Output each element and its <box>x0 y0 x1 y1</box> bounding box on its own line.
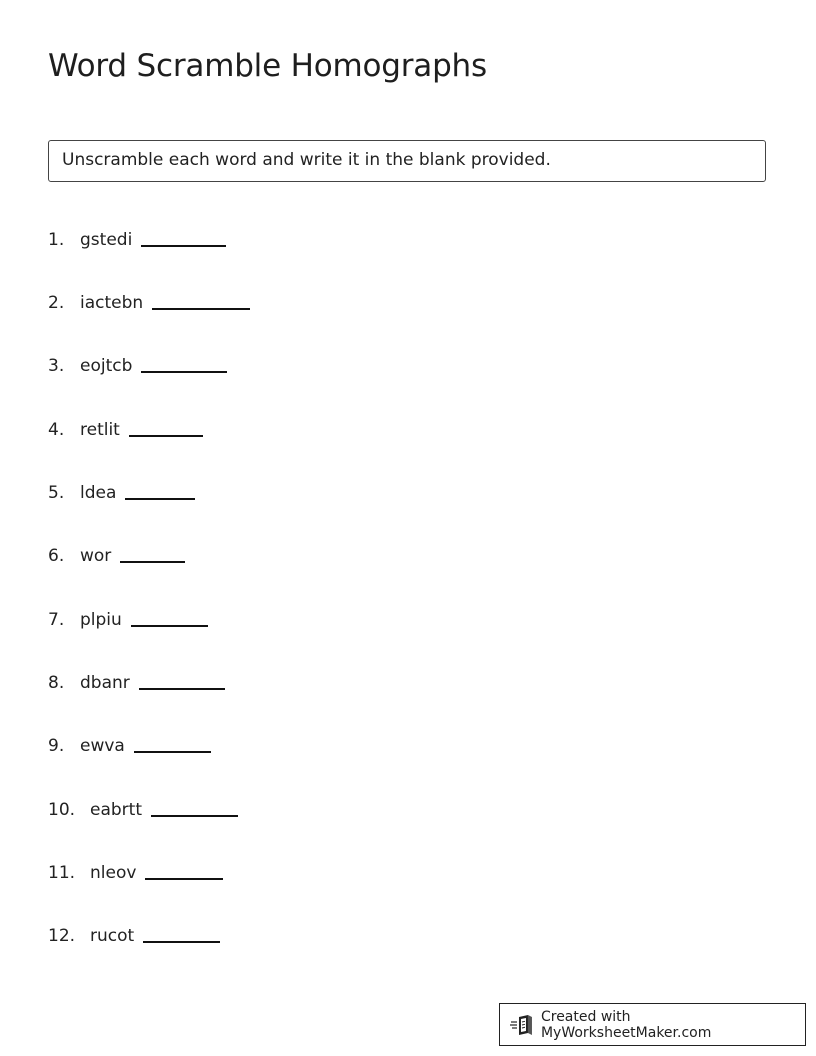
instructions-box <box>48 140 766 182</box>
scrambled-word: wor <box>80 546 112 566</box>
list-item <box>48 918 220 946</box>
list-item <box>48 222 226 250</box>
list-item <box>48 538 185 566</box>
scrambled-word: gstedi <box>80 230 133 250</box>
scrambled-word: nleov <box>90 863 137 883</box>
footer-credit[interactable] <box>499 1003 806 1046</box>
answer-blank[interactable] <box>145 877 223 880</box>
list-item <box>48 475 195 503</box>
item-number: 1. <box>48 230 65 250</box>
page-title: Word Scramble Homographs <box>48 48 487 84</box>
scrambled-word: plpiu <box>80 610 122 630</box>
answer-blank[interactable] <box>143 940 220 943</box>
list-item <box>48 412 203 440</box>
list-item <box>48 792 238 820</box>
item-number: 10. <box>48 800 76 820</box>
scrambled-word: dbanr <box>80 673 130 693</box>
list-item <box>48 855 223 883</box>
answer-blank[interactable] <box>139 687 225 690</box>
scrambled-word: eojtcb <box>80 356 133 376</box>
scrambled-word: ewva <box>80 736 125 756</box>
answer-blank[interactable] <box>151 814 238 817</box>
list-item <box>48 602 208 630</box>
item-number: 12. <box>48 926 76 946</box>
answer-blank[interactable] <box>134 750 211 753</box>
scrambled-word: ldea <box>80 483 117 503</box>
list-item <box>48 285 250 313</box>
instructions-text: Unscramble each word and write it in the blank provided. <box>62 150 551 170</box>
item-number: 7. <box>48 610 65 630</box>
scrambled-word: rucot <box>90 926 135 946</box>
list-item <box>48 348 227 376</box>
item-number: 2. <box>48 293 65 313</box>
list-item <box>48 728 211 756</box>
item-number: 8. <box>48 673 65 693</box>
answer-blank[interactable] <box>125 497 195 500</box>
scrambled-word: eabrtt <box>90 800 142 820</box>
item-number: 11. <box>48 863 76 883</box>
scrambled-word: retlit <box>80 420 120 440</box>
answer-blank[interactable] <box>141 244 226 247</box>
answer-blank[interactable] <box>141 370 227 373</box>
scrambled-word: iactebn <box>80 293 144 313</box>
item-number: 3. <box>48 356 65 376</box>
item-number: 4. <box>48 420 65 440</box>
footer-text: Created with MyWorksheetMaker.com <box>540 1008 712 1041</box>
answer-blank[interactable] <box>120 560 185 563</box>
item-number: 5. <box>48 483 65 503</box>
item-number: 9. <box>48 736 65 756</box>
answer-blank[interactable] <box>131 624 208 627</box>
answer-blank[interactable] <box>152 307 250 310</box>
worksheet-maker-logo-icon <box>510 1014 534 1036</box>
answer-blank[interactable] <box>129 434 203 437</box>
item-number: 6. <box>48 546 65 566</box>
list-item <box>48 665 225 693</box>
